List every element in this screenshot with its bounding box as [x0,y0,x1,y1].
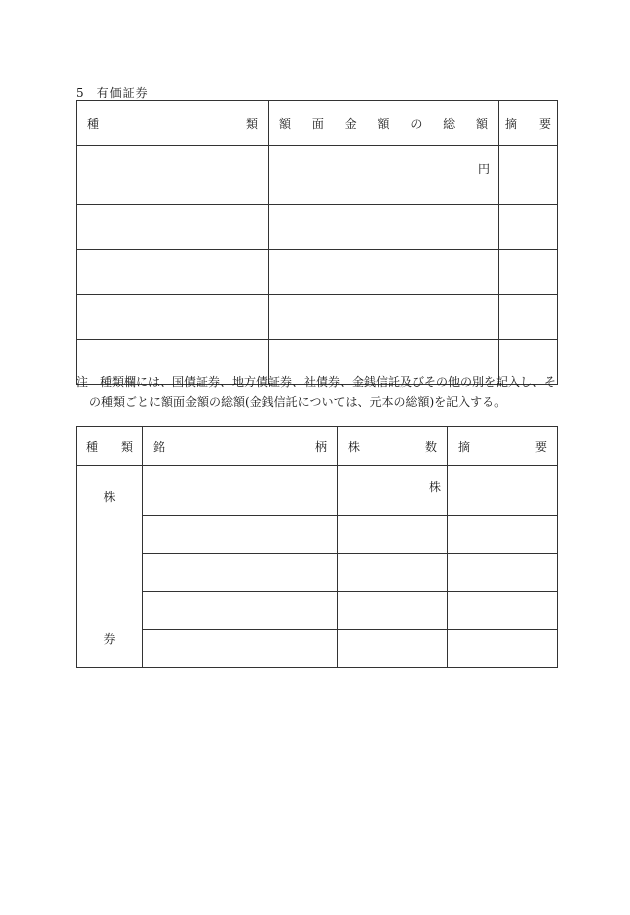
remarks-cell[interactable] [448,554,558,592]
remarks-cell[interactable] [499,146,558,205]
face-total-cell[interactable] [269,205,499,250]
remarks-cell[interactable] [448,466,558,516]
table-row [77,554,558,592]
table-header-row [77,101,558,146]
header-brand: 銘 柄 [143,427,338,466]
yen-unit: 円 [477,162,490,176]
kind-label-bottom: 券 [103,632,116,646]
header-kind: 種 類 [77,101,269,146]
securities-table [76,100,558,385]
shares-unit: 株 [428,480,441,494]
kind-label-top: 株 [103,490,116,504]
remarks-cell[interactable] [448,630,558,668]
table-row [77,516,558,554]
shares-cell[interactable] [338,516,448,554]
kind-cell[interactable] [77,146,269,205]
kind-cell[interactable] [77,250,269,295]
face-total-cell[interactable] [269,146,499,205]
brand-cell[interactable] [143,466,338,516]
brand-cell[interactable] [143,630,338,668]
header-remarks: 摘 要 [448,427,558,466]
face-total-cell[interactable] [269,250,499,295]
brand-cell[interactable] [143,554,338,592]
stocks-table [76,426,558,668]
header-shares: 株 数 [338,427,448,466]
table-row [77,466,558,516]
note-line-1: 種類欄には、国債証券、地方債証券、社債券、金銭信託及びその他の別を記入し、そ [100,375,557,389]
section-number: 5 [76,86,85,100]
note-mark: 注 [76,375,89,389]
table-row [77,146,558,205]
shares-cell[interactable] [338,554,448,592]
shares-cell[interactable] [338,466,448,516]
note-line-2: の種類ごとに額面金額の総額(金銭信託については、元本の総額)を記入する。 [89,395,507,409]
table-row [77,592,558,630]
remarks-cell[interactable] [448,592,558,630]
remarks-cell[interactable] [448,516,558,554]
table-row [77,205,558,250]
kind-cell[interactable] [77,205,269,250]
shares-cell[interactable] [338,592,448,630]
note [76,372,566,412]
remarks-cell[interactable] [499,250,558,295]
remarks-cell[interactable] [499,205,558,250]
table-row [77,295,558,340]
section-title-text: 有価証券 [96,86,149,100]
brand-cell[interactable] [143,592,338,630]
table-row [77,250,558,295]
table-header-row [77,427,558,466]
kind-cell[interactable] [77,295,269,340]
brand-cell[interactable] [143,516,338,554]
header-face-total: 額 面 金 額 の 総 額 [269,101,499,146]
face-total-cell[interactable] [269,295,499,340]
table-row [77,630,558,668]
section-title [76,84,149,101]
remarks-cell[interactable] [499,295,558,340]
header-remarks: 摘 要 [499,101,558,146]
kind-merged-cell [77,466,143,668]
header-kind: 種 類 [77,427,143,466]
shares-cell[interactable] [338,630,448,668]
